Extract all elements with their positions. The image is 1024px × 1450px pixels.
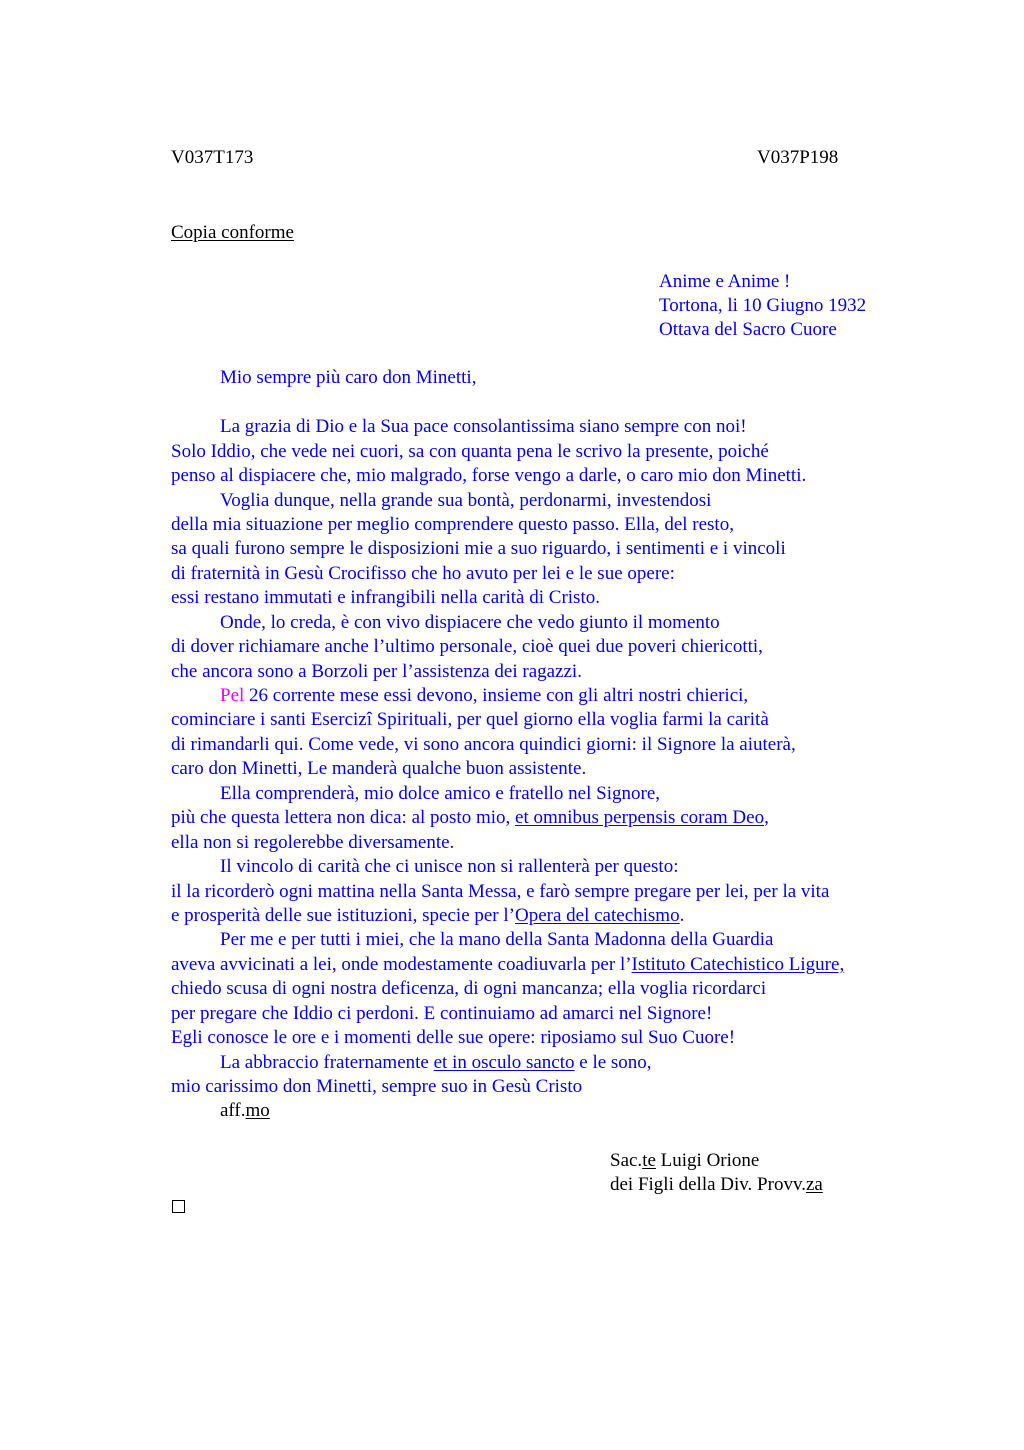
body-line	[220, 1051, 652, 1075]
body-line-text: più che questa lettera non dica: al posto mio,	[171, 807, 516, 828]
body-line: Onde, lo creda, è con vivo dispiacere che vedo giunto il momento	[220, 612, 720, 633]
dateline-motto: Anime e Anime !	[659, 271, 791, 292]
signature-text: Sac.	[610, 1150, 643, 1171]
body-line: chiedo scusa di ogni nostra deficenza, di ogni mancanza; ella voglia ricordarci	[171, 978, 767, 999]
body-line: Solo Iddio, che vede nei cuori, sa con quanta pena le scrivo la presente, poiché	[171, 441, 769, 462]
body-line: penso al dispiacere che, mio malgrado, forse vengo a darle, o caro mio don Minetti.	[171, 465, 807, 486]
latin-phrase-link: et omnibus perpensis coram Deo	[515, 807, 765, 828]
opera-catechismo-link: Opera del catechismo	[515, 905, 680, 926]
body-line: mio carissimo don Minetti, sempre suo in Gesù Cristo	[171, 1076, 583, 1097]
body-line-text: e prosperità delle sue istituzioni, specie per l’	[171, 905, 515, 926]
highlighted-word: Pel	[220, 685, 245, 706]
salutation: Mio sempre più caro don Minetti,	[220, 367, 477, 388]
istituto-catechistico-link: Istituto Catechistico Ligure,	[631, 954, 845, 975]
body-line: ella non si regolerebbe diversamente.	[171, 832, 455, 853]
body-line: caro don Minetti, Le manderà qualche buon assistente.	[171, 758, 587, 779]
closing-abbrev: mo	[245, 1100, 270, 1121]
body-line: Voglia dunque, nella grande sua bontà, perdonarmi, investendosi	[220, 490, 712, 511]
document-code-left: V037T173	[171, 147, 254, 168]
signature-text: Luigi Orione	[655, 1150, 760, 1171]
copy-label: Copia conforme	[171, 222, 294, 243]
body-line-text: .	[679, 905, 685, 926]
body-line: Il vincolo di carità che ci unisce non si rallenterà per questo:	[220, 856, 679, 877]
body-line: il la ricorderò ogni mattina nella Santa Messa, e farò sempre pregare per lei, per la vita	[171, 881, 830, 902]
closing-aff	[220, 1099, 270, 1123]
latin-phrase-link: et in osculo sancto	[433, 1052, 575, 1073]
body-line: di rimandarli qui. Come vede, vi sono ancora quindici giorni: il Signore la aiuterà,	[171, 734, 796, 755]
body-line	[171, 904, 684, 928]
body-line: che ancora sono a Borzoli per l’assistenza dei ragazzi.	[171, 661, 582, 682]
body-line	[171, 806, 769, 830]
closing-text: aff.	[220, 1100, 246, 1121]
body-line-text: ,	[764, 807, 769, 828]
signature-text: dei Figli della Div. Provv.	[610, 1174, 806, 1195]
dateline-feast: Ottava del Sacro Cuore	[659, 319, 837, 340]
body-line: per pregare che Iddio ci perdoni. E continuiamo ad amarci nel Signore!	[171, 1003, 713, 1024]
signature-name	[610, 1150, 759, 1172]
signature-abbrev: te	[642, 1150, 656, 1171]
body-line: Egli conosce le ore e i momenti delle sue opere: riposiamo sul Suo Cuore!	[171, 1027, 736, 1048]
body-line: di dover richiamare anche l’ultimo personale, cioè quei due poveri chiericotti,	[171, 636, 763, 657]
body-line-text: La abbraccio fraternamente	[220, 1052, 434, 1073]
dateline-place-date: Tortona, li 10 Giugno 1932	[659, 295, 867, 316]
body-line-text: e le sono,	[574, 1052, 652, 1073]
signature-congregation	[610, 1174, 823, 1196]
body-line: della mia situazione per meglio comprendere questo passo. Ella, del resto,	[171, 514, 734, 535]
body-line: La grazia di Dio e la Sua pace consolantissima siano sempre con noi!	[220, 416, 747, 437]
body-line: sa quali furono sempre le disposizioni mie a suo riguardo, i sentimenti e i vincoli	[171, 538, 786, 559]
body-line	[220, 684, 748, 708]
body-line: essi restano immutati e infrangibili nella carità di Cristo.	[171, 587, 600, 608]
document-code-right: V037P198	[757, 147, 839, 168]
body-line: di fraternità in Gesù Crocifisso che ho avuto per lei e le sue opere:	[171, 563, 675, 584]
signature-abbrev: za	[805, 1174, 823, 1195]
body-line-text: aveva avvicinati a lei, onde modestamente coadiuvarla per l’	[171, 954, 632, 975]
body-line: cominciare i santi Esercizî Spirituali, per quel giorno ella voglia farmi la carità	[171, 709, 769, 730]
body-line: Per me e per tutti i miei, che la mano della Santa Madonna della Guardia	[220, 929, 774, 950]
body-line	[171, 953, 844, 977]
body-line-text: 26 corrente mese essi devono, insieme con gli altri nostri chierici,	[244, 685, 749, 706]
body-line: Ella comprenderà, mio dolce amico e fratello nel Signore,	[220, 783, 660, 804]
end-mark-box	[172, 1200, 185, 1213]
